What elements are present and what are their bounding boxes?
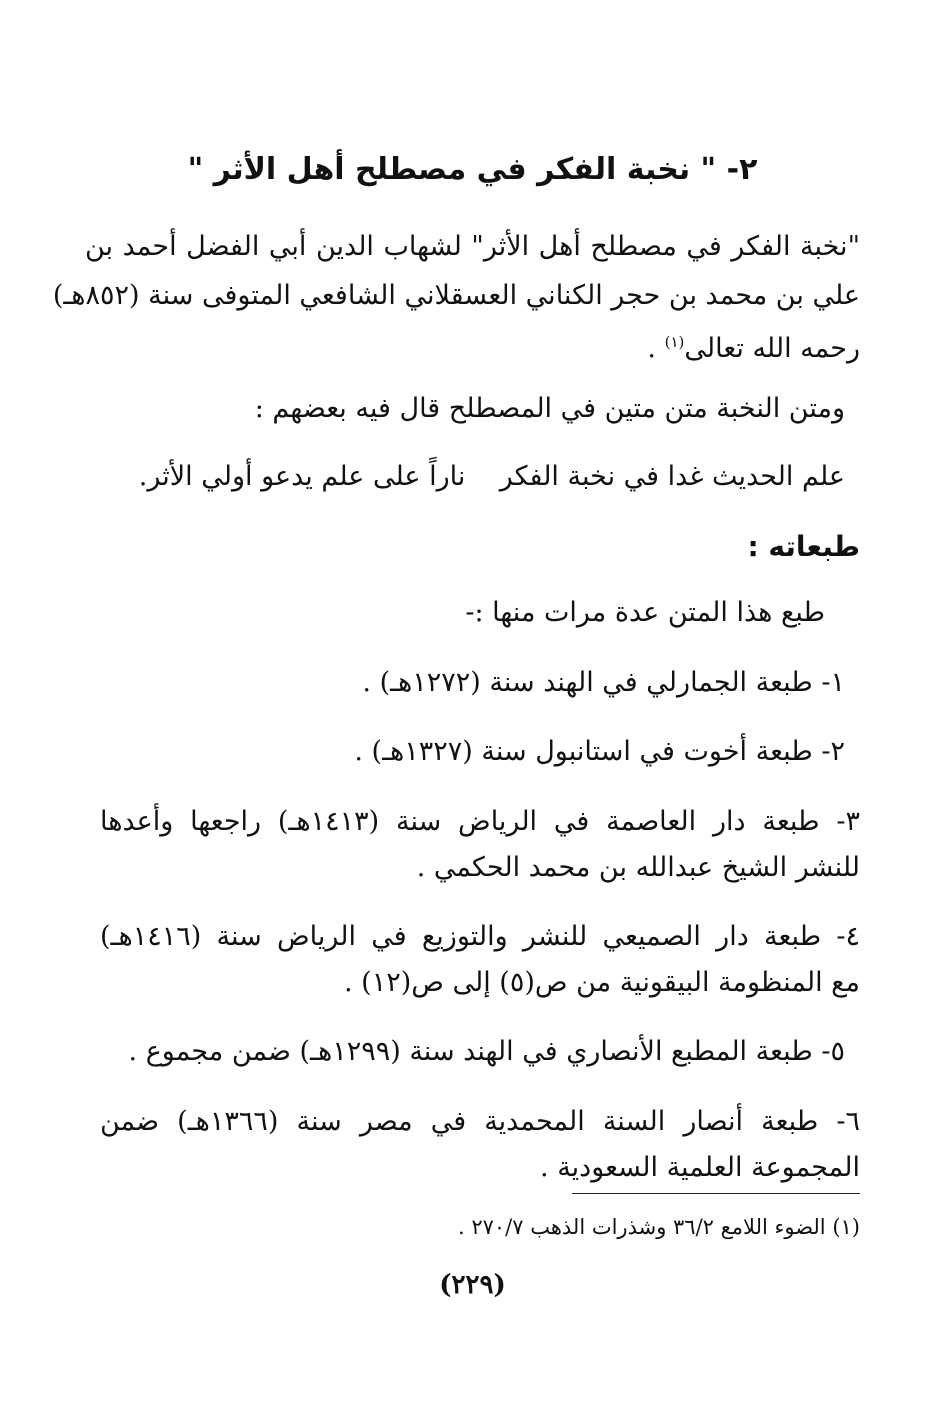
intro-line-3-text: رحمه الله تعالى [684,333,860,364]
intro-line-2: علي بن محمد بن حجر الكناني العسقلاني الشافعي المتوفى سنة (٨٥٢هـ) [52,280,860,311]
intro-line-3 [85,322,860,369]
footnote-ref: (١) [664,333,685,351]
page-title: ٢- " نخبة الفكر في مصطلح أهل الأثر " [187,152,758,187]
para-matn: ومتن النخبة متن متين في المصطلح قال فيه بعضهم : [254,393,845,424]
section-heading: طبعاته : [747,530,860,563]
edition-4-line-2: مع المنظومة البيقونية من ص(٥) إلى ص(١٢) . [344,967,860,998]
edition-6-line-1: ٦- طبعة أنصار السنة المحمدية في مصر سنة (١٣٦٦هـ) ضمن [100,1106,860,1137]
page-number: (٢٢٩) [439,1270,506,1300]
edition-1: ١- طبعة الجمارلي في الهند سنة (١٢٧٢هـ) . [362,667,845,698]
intro-line-1: "نخبة الفكر في مصطلح أهل الأثر" لشهاب الدين أبي الفضل أحمد بن [85,231,860,262]
edition-2: ٢- طبعة أخوت في استانبول سنة (١٣٢٧هـ) . [354,736,845,767]
edition-6-line-2: المجموعة العلمية السعودية . [540,1152,860,1183]
edition-5: ٥- طبعة المطبع الأنصاري في الهند سنة (١٢٩٩هـ) ضمن مجموع . [128,1036,845,1067]
verse-line: علم الحديث غدا في نخبة الفكر ناراً على علم يدعو أولي الأثر. [138,461,845,492]
footnote-separator [572,1193,860,1194]
edition-3-line-2: للنشر الشيخ عبدالله بن محمد الحكمي . [416,852,860,883]
footnote: (١) الضوء اللامع ٣٦/٢ وشذرات الذهب ٢٧٠/٧ . [457,1215,860,1239]
edition-4-line-1: ٤- طبعة دار الصميعي للنشر والتوزيع في الرياض سنة (١٤١٦هـ) [100,921,860,952]
edition-3-line-1: ٣- طبعة دار العاصمة في الرياض سنة (١٤١٣هـ) راجعها وأعدها [100,806,861,837]
intro-line-3-end: . [647,333,665,364]
editions-intro: طبع هذا المتن عدة مرات منها :- [465,597,825,628]
